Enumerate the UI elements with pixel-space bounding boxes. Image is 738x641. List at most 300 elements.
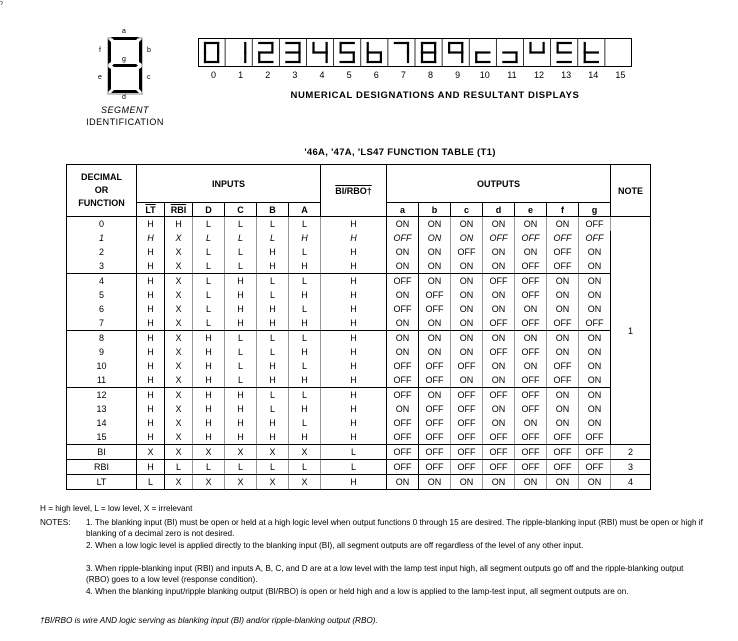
cell-bi-rbo: H xyxy=(321,416,387,430)
cell-input: L xyxy=(257,345,289,359)
cell-output: OFF xyxy=(515,316,547,331)
cell-bi-rbo: H xyxy=(321,475,387,490)
cell-output: ON xyxy=(579,475,611,490)
cell-output: OFF xyxy=(579,217,611,232)
cell-output: ON xyxy=(483,245,515,259)
cell-output: OFF xyxy=(419,460,451,475)
cell-output: OFF xyxy=(419,373,451,388)
cell-input: H xyxy=(193,359,225,373)
segment-label-a: a xyxy=(122,28,126,35)
cell-input: X xyxy=(289,475,321,490)
cell-input: L xyxy=(289,217,321,232)
cell-input: X xyxy=(165,345,193,359)
cell-function: 6 xyxy=(67,302,137,316)
cell-output: ON xyxy=(483,416,515,430)
segment-identification-diagram xyxy=(95,30,155,102)
table-row xyxy=(67,345,651,359)
cell-input: X xyxy=(165,416,193,430)
cell-output: ON xyxy=(387,402,419,416)
cell-output: ON xyxy=(579,416,611,430)
header-output-f: f xyxy=(547,203,579,217)
header-inputs: INPUTS xyxy=(137,165,321,203)
cell-output: ON xyxy=(419,259,451,274)
cell-input: L xyxy=(193,259,225,274)
cell-output: OFF xyxy=(387,388,419,403)
digit-number-13: 13 xyxy=(561,70,572,80)
cell-input: X xyxy=(165,359,193,373)
cell-input: L xyxy=(193,302,225,316)
cell-output: ON xyxy=(515,359,547,373)
cell-input: X xyxy=(165,475,193,490)
cell-input: H xyxy=(137,460,165,475)
cell-bi-rbo: H xyxy=(321,373,387,388)
cell-output: OFF xyxy=(483,231,515,245)
segment-label-f: f xyxy=(99,47,101,54)
cell-output: OFF xyxy=(451,402,483,416)
cell-input: L xyxy=(225,259,257,274)
cell-input: L xyxy=(193,460,225,475)
table-row xyxy=(67,331,651,346)
cell-output: OFF xyxy=(451,430,483,445)
cell-bi-rbo: H xyxy=(321,430,387,445)
note-4: 4. When the blanking input/ripple blanking output (BI/RBO) is open or held high and a low is applied to the lamp-test input, all segment outputs are on. xyxy=(86,587,629,596)
cell-input: L xyxy=(289,245,321,259)
cell-output: ON xyxy=(451,345,483,359)
cell-output: OFF xyxy=(515,430,547,445)
header-input-lt-text: $\overline{LT}$ xyxy=(145,204,156,215)
cell-output: OFF xyxy=(483,430,515,445)
cell-output: OFF xyxy=(483,345,515,359)
cell-input: X xyxy=(257,475,289,490)
digit-glyph-3 xyxy=(286,43,299,62)
table-body xyxy=(67,217,651,490)
cell-input: H xyxy=(289,430,321,445)
cell-input: L xyxy=(165,460,193,475)
table-row xyxy=(67,416,651,430)
digit-glyph-10 xyxy=(476,53,489,63)
table-row xyxy=(67,231,651,245)
cell-output: ON xyxy=(419,274,451,289)
segment-figure-svg xyxy=(95,30,155,102)
cell-output: ON xyxy=(419,331,451,346)
table-row xyxy=(67,373,651,388)
header-input-lt xyxy=(137,203,165,217)
cell-bi-rbo: L xyxy=(321,445,387,460)
table-row xyxy=(67,302,651,316)
cell-output: ON xyxy=(579,388,611,403)
cell-input: H xyxy=(257,259,289,274)
cell-output: ON xyxy=(451,373,483,388)
cell-output: ON xyxy=(547,274,579,289)
cell-output: ON xyxy=(451,217,483,232)
cell-input: X xyxy=(137,445,165,460)
cell-output: ON xyxy=(547,217,579,232)
header-input-c-text: C xyxy=(237,204,244,215)
cell-bi-rbo: H xyxy=(321,359,387,373)
cell-output: OFF xyxy=(579,445,611,460)
header-input-c xyxy=(225,203,257,217)
cell-input: H xyxy=(289,231,321,245)
cell-output: ON xyxy=(419,388,451,403)
cell-output: OFF xyxy=(451,460,483,475)
digit-glyph-12 xyxy=(531,43,544,53)
table-title: '46A, '47A, 'LS47 FUNCTION TABLE (T1) xyxy=(304,147,496,158)
cell-output: ON xyxy=(483,359,515,373)
cell-input: H xyxy=(289,402,321,416)
cell-input: L xyxy=(225,460,257,475)
cell-output: OFF xyxy=(419,359,451,373)
cell-output: OFF xyxy=(483,388,515,403)
header-decimal-line2: OR xyxy=(94,185,109,195)
cell-output: ON xyxy=(579,274,611,289)
cell-function: 8 xyxy=(67,331,137,346)
cell-input: X xyxy=(165,445,193,460)
cell-output: ON xyxy=(579,402,611,416)
cell-input: H xyxy=(289,288,321,302)
cell-note-3: 3 xyxy=(611,460,651,475)
digit-number-10: 10 xyxy=(479,70,490,80)
cell-input: H xyxy=(137,359,165,373)
cell-input: H xyxy=(137,302,165,316)
digit-number-1: 1 xyxy=(238,70,244,80)
cell-input: X xyxy=(165,430,193,445)
cell-output: ON xyxy=(547,475,579,490)
cell-bi-rbo: H xyxy=(321,245,387,259)
cell-output: OFF xyxy=(387,231,419,245)
cell-input: X xyxy=(225,475,257,490)
cell-output: OFF xyxy=(515,259,547,274)
header-input-rbi xyxy=(165,203,193,217)
cell-bi-rbo: H xyxy=(321,259,387,274)
cell-bi-rbo: H xyxy=(321,288,387,302)
digit-strip-svg xyxy=(198,38,632,67)
segment-label-e: e xyxy=(98,74,102,81)
table-row xyxy=(67,460,651,475)
cell-function: 7 xyxy=(67,316,137,331)
cell-output: ON xyxy=(547,302,579,316)
digit-glyph-11 xyxy=(503,53,516,63)
cell-input: L xyxy=(257,460,289,475)
cell-output: OFF xyxy=(579,430,611,445)
cell-input: L xyxy=(289,359,321,373)
cell-input: H xyxy=(137,274,165,289)
cell-output: OFF xyxy=(483,460,515,475)
cell-output: ON xyxy=(387,331,419,346)
cell-input: H xyxy=(257,373,289,388)
cell-input: H xyxy=(137,217,165,232)
cell-output: ON xyxy=(387,316,419,331)
cell-output: ON xyxy=(419,345,451,359)
table-row xyxy=(67,359,651,373)
cell-output: ON xyxy=(515,416,547,430)
cell-function: 0 xyxy=(67,217,137,232)
cell-input: X xyxy=(257,445,289,460)
cell-output: ON xyxy=(451,288,483,302)
cell-bi-rbo: L xyxy=(321,460,387,475)
cell-bi-rbo: H xyxy=(321,345,387,359)
cell-output: ON xyxy=(451,302,483,316)
digit-number-7: 7 xyxy=(400,70,406,80)
cell-output: OFF xyxy=(387,373,419,388)
cell-output: OFF xyxy=(547,430,579,445)
cell-output: ON xyxy=(419,316,451,331)
digit-display-strip xyxy=(198,38,632,67)
cell-function: 12 xyxy=(67,388,137,403)
segment-label-g: g xyxy=(122,56,126,63)
cell-input: H xyxy=(257,316,289,331)
cell-output: OFF xyxy=(419,445,451,460)
cell-output: OFF xyxy=(387,445,419,460)
cell-input: X xyxy=(165,316,193,331)
cell-output: ON xyxy=(547,402,579,416)
cell-input: L xyxy=(289,331,321,346)
cell-bi-rbo: H xyxy=(321,316,387,331)
header-bi-rbo xyxy=(321,165,387,217)
cell-input: L xyxy=(193,316,225,331)
digit-glyph-13 xyxy=(558,43,571,62)
cell-function: RBI xyxy=(67,460,137,475)
digit-glyph-7 xyxy=(395,43,408,62)
cell-input: H xyxy=(289,373,321,388)
cell-input: L xyxy=(257,388,289,403)
cell-note-1: 1 xyxy=(611,217,651,445)
cell-output: OFF xyxy=(451,445,483,460)
cell-output: ON xyxy=(579,302,611,316)
cell-function: 13 xyxy=(67,402,137,416)
function-table xyxy=(66,164,651,490)
strip-caption: NUMERICAL DESIGNATIONS AND RESULTANT DISPLAYS xyxy=(290,90,580,101)
cell-output: OFF xyxy=(387,430,419,445)
table-row xyxy=(67,430,651,445)
digit-number-14: 14 xyxy=(588,70,599,80)
cell-input: X xyxy=(165,373,193,388)
cell-bi-rbo: H xyxy=(321,402,387,416)
header-output-e: e xyxy=(515,203,547,217)
cell-output: OFF xyxy=(451,388,483,403)
cell-output: ON xyxy=(483,288,515,302)
header-input-d xyxy=(193,203,225,217)
cell-output: OFF xyxy=(387,460,419,475)
footnote: †BI/RBO is wire AND logic serving as blanking input (BI) and/or ripple-blanking output (RBO). xyxy=(40,616,378,625)
cell-input: H xyxy=(257,416,289,430)
cell-output: ON xyxy=(419,475,451,490)
cell-input: H xyxy=(137,245,165,259)
digit-glyph-0 xyxy=(205,43,218,62)
cell-input: X xyxy=(165,259,193,274)
cell-output: ON xyxy=(483,402,515,416)
cell-input: X xyxy=(225,445,257,460)
cell-output: OFF xyxy=(579,231,611,245)
cell-input: X xyxy=(165,245,193,259)
cell-input: H xyxy=(137,345,165,359)
cell-input: H xyxy=(193,402,225,416)
note-2: 2. When a low logic level is applied directly to the blanking input (BI), all segment outputs are off regardless of the level of any other input. xyxy=(86,541,584,550)
cell-input: L xyxy=(289,274,321,289)
table-row xyxy=(67,245,651,259)
cell-output: OFF xyxy=(547,245,579,259)
digit-number-0: 0 xyxy=(211,70,217,80)
cell-output: OFF xyxy=(483,316,515,331)
cell-input: H xyxy=(137,288,165,302)
cell-output: ON xyxy=(579,331,611,346)
cell-output: ON xyxy=(547,388,579,403)
cell-input: L xyxy=(137,475,165,490)
cell-output: ON xyxy=(547,288,579,302)
header-input-d-text: D xyxy=(205,204,212,215)
cell-note-4: 4 xyxy=(611,475,651,490)
cell-input: H xyxy=(225,430,257,445)
cell-output: ON xyxy=(387,288,419,302)
digit-number-8: 8 xyxy=(428,70,434,80)
cell-input: H xyxy=(137,430,165,445)
cell-output: OFF xyxy=(579,460,611,475)
segment-label-c: c xyxy=(147,74,151,81)
cell-input: H xyxy=(225,402,257,416)
cell-input: H xyxy=(225,388,257,403)
cell-input: L xyxy=(289,460,321,475)
cell-input: H xyxy=(137,416,165,430)
table-row xyxy=(67,388,651,403)
cell-input: H xyxy=(225,302,257,316)
cell-function: 2 xyxy=(67,245,137,259)
cell-output: ON xyxy=(515,217,547,232)
cell-input: L xyxy=(257,288,289,302)
cell-output: OFF xyxy=(547,259,579,274)
cell-input: L xyxy=(289,416,321,430)
segment-caption xyxy=(70,104,180,128)
digit-glyph-9 xyxy=(449,43,462,62)
cell-output: OFF xyxy=(547,445,579,460)
cell-input: H xyxy=(289,259,321,274)
cell-output: OFF xyxy=(515,445,547,460)
cell-output: ON xyxy=(579,259,611,274)
cell-input: H xyxy=(165,217,193,232)
cell-input: L xyxy=(225,359,257,373)
table-row xyxy=(67,274,651,289)
digit-glyph-5 xyxy=(341,43,354,62)
note-1: 1. The blanking input (BI) must be open or held at a high logic level when output functions 0 through 15 are desired. The ripple-blanking input (RBI) must be open or high if blanking of a decimal zero is not desired. xyxy=(86,518,703,539)
cell-output: ON xyxy=(515,245,547,259)
digit-glyph-8 xyxy=(422,43,435,62)
cell-output: ON xyxy=(419,245,451,259)
cell-input: L xyxy=(225,373,257,388)
cell-output: ON xyxy=(579,245,611,259)
cell-input: L xyxy=(193,245,225,259)
cell-output: OFF xyxy=(419,430,451,445)
digit-number-11: 11 xyxy=(507,70,517,80)
note-3: 3. When ripple-blanking input (RBI) and inputs A, B, C, and D are at a low level with the lamp test input high, all segment outputs go off and the ripple-blanking output (RBO) goes to a low level (response condition). xyxy=(86,564,684,585)
notes-label: NOTES: xyxy=(40,518,71,527)
cell-function: LT xyxy=(67,475,137,490)
cell-bi-rbo: H xyxy=(321,274,387,289)
cell-output: ON xyxy=(451,331,483,346)
cell-output: ON xyxy=(547,331,579,346)
cell-input: H xyxy=(137,388,165,403)
cell-input: L xyxy=(193,217,225,232)
header-output-g: g xyxy=(579,203,611,217)
cell-input: H xyxy=(137,373,165,388)
cell-input: H xyxy=(137,231,165,245)
cell-output: OFF xyxy=(387,302,419,316)
digit-glyph-6 xyxy=(368,43,381,62)
cell-output: ON xyxy=(451,231,483,245)
digit-glyph-2 xyxy=(259,43,272,62)
cell-output: ON xyxy=(483,217,515,232)
cell-input: H xyxy=(257,302,289,316)
cell-output: ON xyxy=(579,373,611,388)
cell-output: OFF xyxy=(387,416,419,430)
cell-output: OFF xyxy=(515,460,547,475)
cell-output: ON xyxy=(547,345,579,359)
cell-input: L xyxy=(289,388,321,403)
cell-input: L xyxy=(193,274,225,289)
cell-output: OFF xyxy=(515,231,547,245)
cell-input: H xyxy=(137,259,165,274)
cell-output: ON xyxy=(387,345,419,359)
cell-input: X xyxy=(165,402,193,416)
cell-output: OFF xyxy=(483,445,515,460)
cell-bi-rbo: H xyxy=(321,331,387,346)
cell-output: OFF xyxy=(547,460,579,475)
cell-function: 14 xyxy=(67,416,137,430)
cell-output: OFF xyxy=(483,274,515,289)
cell-output: ON xyxy=(451,259,483,274)
cell-output: OFF xyxy=(579,316,611,331)
cell-output: ON xyxy=(387,475,419,490)
cell-input: H xyxy=(137,402,165,416)
cell-input: L xyxy=(257,274,289,289)
cell-output: ON xyxy=(451,316,483,331)
header-output-b: b xyxy=(419,203,451,217)
cell-input: X xyxy=(193,475,225,490)
cell-input: H xyxy=(193,345,225,359)
cell-output: ON xyxy=(547,416,579,430)
cell-input: H xyxy=(225,288,257,302)
cell-input: H xyxy=(193,331,225,346)
cell-function: 1 xyxy=(67,231,137,245)
header-decimal-line3: FUNCTION xyxy=(78,198,125,208)
cell-output: ON xyxy=(483,259,515,274)
cell-input: X xyxy=(289,445,321,460)
cell-bi-rbo: H xyxy=(321,231,387,245)
cell-input: H xyxy=(289,345,321,359)
table-row xyxy=(67,259,651,274)
cell-input: X xyxy=(193,445,225,460)
cell-input: L xyxy=(257,331,289,346)
cell-input: L xyxy=(193,288,225,302)
cell-output: ON xyxy=(483,373,515,388)
cell-output: ON xyxy=(419,217,451,232)
cell-output: OFF xyxy=(451,245,483,259)
table-row xyxy=(67,475,651,490)
header-input-rbi-text: $\overline{RBI}$ xyxy=(170,204,187,215)
header-decimal-line1: DECIMAL xyxy=(81,172,122,182)
cell-input: H xyxy=(257,359,289,373)
cell-output: OFF xyxy=(419,288,451,302)
header-outputs: OUTPUTS xyxy=(387,165,611,203)
cell-note-2: 2 xyxy=(611,445,651,460)
digit-number-15: 15 xyxy=(615,70,626,80)
cell-output: ON xyxy=(419,231,451,245)
cell-input: H xyxy=(257,430,289,445)
corner-mark: ˀ xyxy=(0,0,3,9)
digit-number-9: 9 xyxy=(455,70,461,80)
cell-bi-rbo: H xyxy=(321,388,387,403)
cell-output: ON xyxy=(483,302,515,316)
cell-output: OFF xyxy=(419,416,451,430)
cell-function: 9 xyxy=(67,345,137,359)
cell-output: ON xyxy=(515,302,547,316)
